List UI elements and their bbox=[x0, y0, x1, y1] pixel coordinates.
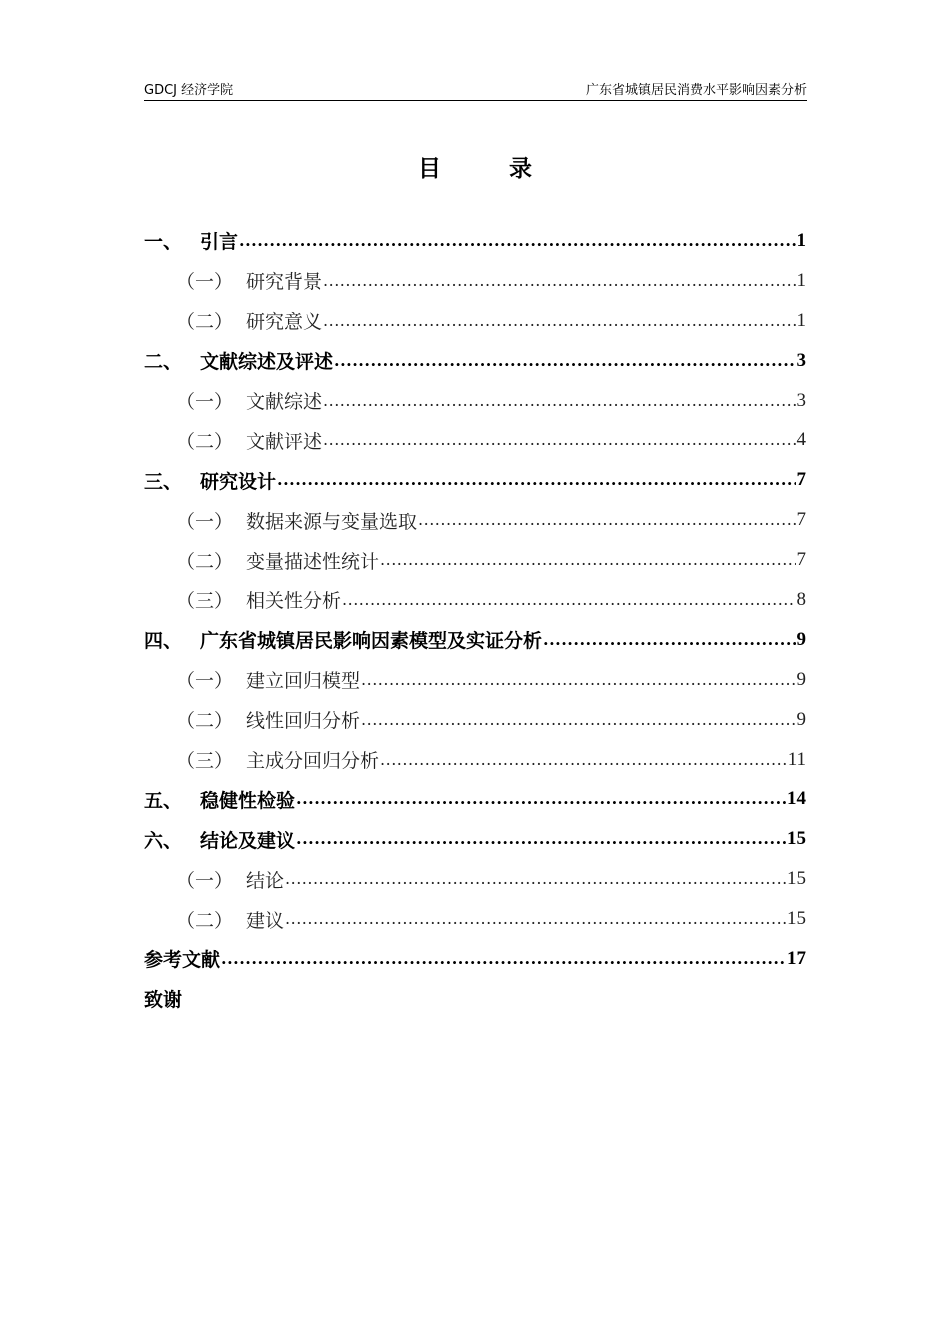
toc-entry-chapter[interactable] bbox=[144, 939, 806, 979]
toc-entry-section[interactable] bbox=[144, 660, 806, 700]
toc-dot-leader bbox=[239, 230, 795, 252]
toc-dot-leader bbox=[418, 509, 795, 531]
toc-entry-label: 参考文献 bbox=[144, 949, 221, 972]
toc-dot-leader bbox=[323, 390, 795, 412]
toc-entry-label: 广东省城镇居民影响因素模型及实证分析 bbox=[200, 630, 543, 653]
toc-entry-label: 文献评述 bbox=[246, 430, 323, 453]
toc-entry-number: （一） bbox=[176, 670, 234, 693]
toc-entry-chapter[interactable] bbox=[144, 779, 806, 819]
toc-dot-leader bbox=[323, 270, 795, 292]
toc-dot-leader bbox=[380, 749, 787, 771]
toc-page-number: 11 bbox=[787, 748, 806, 770]
toc-dot-leader bbox=[361, 669, 795, 691]
toc-page-number: 3 bbox=[796, 349, 806, 371]
table-of-contents bbox=[144, 221, 806, 1019]
toc-page-number: 7 bbox=[796, 549, 806, 571]
toc-entry-label: 数据来源与变量选取 bbox=[246, 510, 418, 533]
header-divider bbox=[144, 100, 807, 101]
toc-entry-section[interactable] bbox=[144, 381, 806, 421]
toc-entry-label: 稳健性检验 bbox=[200, 789, 296, 812]
toc-entry-section[interactable] bbox=[144, 301, 806, 341]
toc-entry-number: （二） bbox=[176, 710, 234, 733]
toc-page-number: 8 bbox=[796, 588, 806, 610]
toc-entry-number: （三） bbox=[176, 750, 234, 773]
toc-entry-section[interactable] bbox=[144, 580, 806, 620]
toc-entry-number: 四、 bbox=[144, 630, 183, 653]
toc-dot-leader bbox=[285, 908, 786, 930]
toc-entry-number: （二） bbox=[176, 311, 234, 334]
toc-entry-label: 致谢 bbox=[144, 989, 183, 1012]
toc-entry-label: 变量描述性统计 bbox=[246, 550, 380, 573]
toc-entry-number: （二） bbox=[176, 430, 234, 453]
toc-entry-label: 结论 bbox=[246, 869, 285, 892]
toc-page-number: 7 bbox=[796, 509, 806, 531]
toc-page-number: 9 bbox=[796, 708, 806, 730]
toc-entry-number: （一） bbox=[176, 271, 234, 294]
toc-entry-number: 五、 bbox=[144, 789, 183, 812]
toc-dot-leader bbox=[221, 948, 786, 970]
toc-entry-label: 研究设计 bbox=[200, 470, 277, 493]
toc-entry-number: 二、 bbox=[144, 351, 183, 374]
toc-page-number: 15 bbox=[787, 868, 806, 890]
toc-dot-leader bbox=[296, 788, 786, 810]
toc-page-number: 1 bbox=[796, 269, 806, 291]
toc-entry-label: 文献综述及评述 bbox=[200, 351, 334, 374]
header-right-text: 广东省城镇居民消费水平影响因素分析 bbox=[585, 83, 807, 98]
toc-entry-number: 三、 bbox=[144, 470, 183, 493]
toc-entry-section[interactable] bbox=[144, 700, 806, 740]
toc-entry-number: （一） bbox=[176, 391, 234, 413]
toc-entry-section[interactable] bbox=[144, 740, 806, 780]
toc-entry-label: 建立回归模型 bbox=[246, 670, 361, 693]
toc-entry-number: 六、 bbox=[144, 829, 183, 852]
toc-dot-leader bbox=[543, 629, 795, 651]
toc-dot-leader bbox=[323, 429, 795, 451]
toc-entry-number: （二） bbox=[176, 550, 234, 573]
toc-entry-label: 相关性分析 bbox=[246, 590, 342, 613]
toc-dot-leader bbox=[342, 589, 795, 611]
toc-entry-section[interactable] bbox=[144, 500, 806, 540]
toc-dot-leader bbox=[361, 709, 795, 731]
toc-page-number: 14 bbox=[787, 788, 806, 810]
toc-entry-label: 研究意义 bbox=[246, 311, 323, 334]
toc-entry-section[interactable] bbox=[144, 261, 806, 301]
toc-entry-label: 主成分回归分析 bbox=[246, 750, 380, 773]
toc-entry-label: 建议 bbox=[246, 909, 285, 932]
toc-page-number: 1 bbox=[796, 309, 806, 331]
toc-entry-number: （三） bbox=[176, 590, 234, 613]
toc-entry-section[interactable] bbox=[144, 420, 806, 460]
toc-entry-label: 线性回归分析 bbox=[246, 710, 361, 733]
toc-dot-leader bbox=[296, 828, 786, 850]
toc-entry-label: 文献综述 bbox=[246, 391, 323, 413]
toc-entry-chapter[interactable] bbox=[144, 221, 806, 261]
page-header bbox=[144, 79, 807, 99]
toc-dot-leader bbox=[334, 350, 795, 372]
toc-page-number: 9 bbox=[796, 628, 806, 650]
toc-entry-number: （一） bbox=[176, 510, 234, 533]
toc-entry-label: 结论及建议 bbox=[200, 829, 296, 852]
toc-dot-leader bbox=[285, 868, 786, 890]
toc-page-number: 9 bbox=[796, 668, 806, 690]
toc-entry-number: （二） bbox=[176, 909, 234, 932]
toc-entry-number: （一） bbox=[176, 869, 234, 892]
toc-entry-label: 研究背景 bbox=[246, 271, 323, 294]
toc-dot-leader bbox=[323, 310, 795, 332]
toc-page-number: 17 bbox=[787, 947, 806, 969]
toc-entry-number: 一、 bbox=[144, 231, 183, 254]
toc-page-number: 15 bbox=[787, 828, 806, 850]
toc-page-number: 3 bbox=[796, 389, 806, 411]
toc-entry-chapter[interactable] bbox=[144, 341, 806, 381]
toc-dot-leader bbox=[277, 469, 795, 491]
toc-entry-chapter[interactable] bbox=[144, 819, 806, 859]
toc-entry-label: 引言 bbox=[200, 231, 239, 254]
toc-title: 目 录 bbox=[417, 156, 562, 182]
toc-dot-leader bbox=[380, 549, 795, 571]
toc-page-number: 15 bbox=[787, 908, 806, 930]
toc-entry-section[interactable] bbox=[144, 540, 806, 580]
toc-entry-chapter[interactable] bbox=[144, 620, 806, 660]
toc-page-number: 7 bbox=[796, 469, 806, 491]
toc-entry-section[interactable] bbox=[144, 859, 806, 899]
toc-entry-section[interactable] bbox=[144, 899, 806, 939]
toc-entry-chapter[interactable] bbox=[144, 979, 806, 1019]
header-left-text: GDCJ 经济学院 bbox=[144, 83, 234, 98]
toc-page-number: 4 bbox=[796, 429, 806, 451]
toc-entry-chapter[interactable] bbox=[144, 460, 806, 500]
toc-page-number: 1 bbox=[796, 229, 806, 251]
